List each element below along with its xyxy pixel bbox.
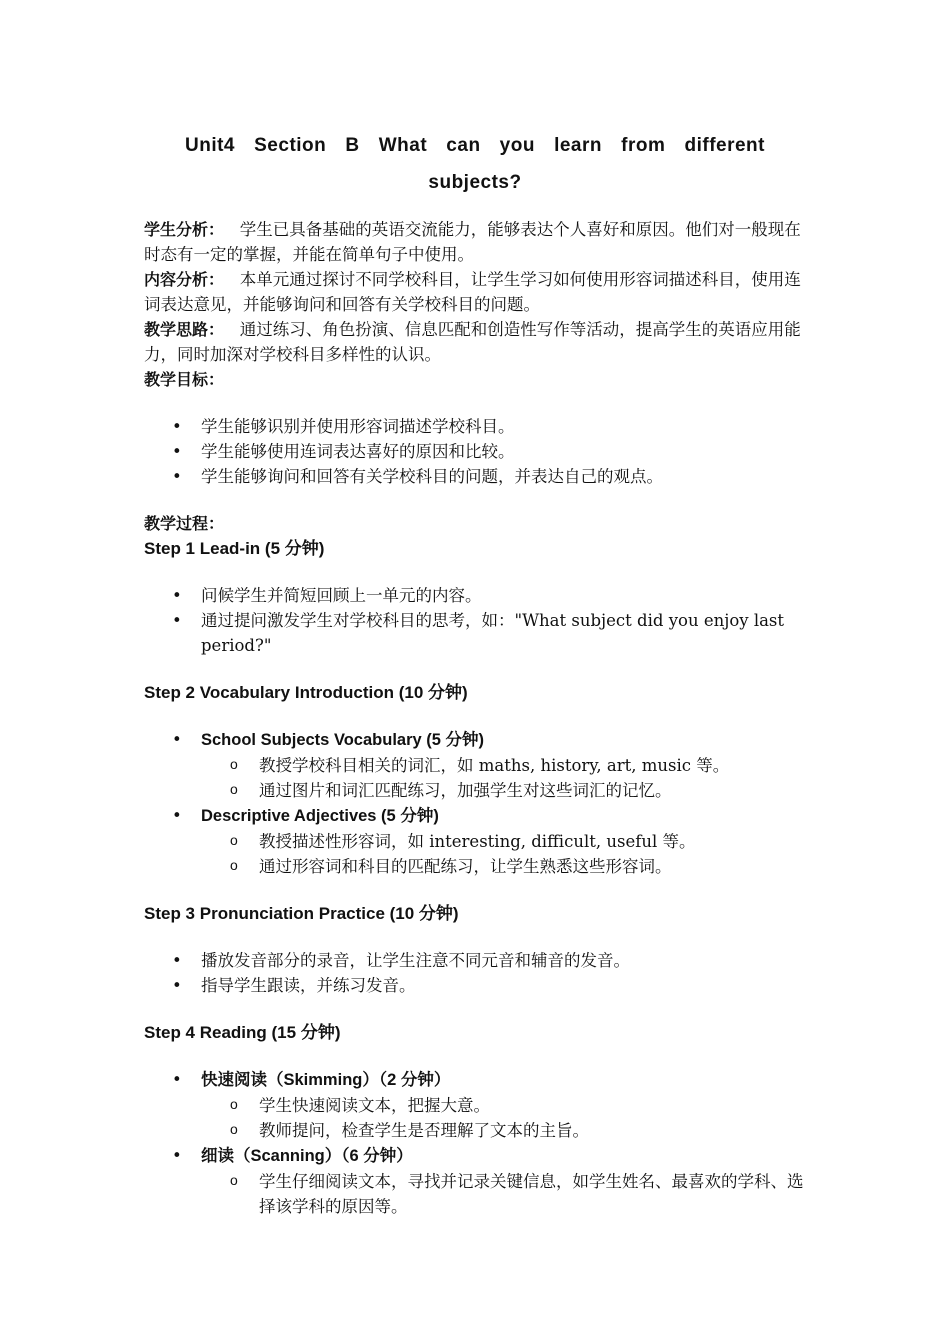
spacer: [144, 705, 808, 727]
content-analysis-text: 本单元通过探讨不同学校科目，让学生学习如何使用形容词描述科目，使用连词表达意见，并能够询问和回答有关学校科目的问题。: [144, 270, 801, 314]
list-item: [144, 727, 808, 803]
sub-list-item: o 教师提问，检查学生是否理解了文本的主旨。: [201, 1118, 808, 1143]
objectives-heading: 教学目标：: [144, 370, 225, 389]
sub-list: [201, 1169, 808, 1219]
list-item: • 学生能够识别并使用形容词描述学校科目。: [144, 414, 808, 439]
group-title: Descriptive Adjectives (5 分钟): [201, 807, 439, 825]
teaching-approach-text: 通过练习、角色扮演、信息匹配和创造性写作等活动，提高学生的英语应用能力，同时加深对学校科目多样性的认识。: [144, 320, 801, 364]
student-analysis: [144, 217, 808, 267]
list-item: • 学生能够使用连词表达喜好的原因和比较。: [144, 439, 808, 464]
sub-list: [201, 1093, 808, 1143]
sub-list: [201, 753, 808, 803]
list-item: • 指导学生跟读，并练习发音。: [144, 973, 808, 998]
step2-list: [144, 727, 808, 879]
objectives-list: [144, 414, 808, 489]
sub-list-item: o 学生仔细阅读文本，寻找并记录关键信息，如学生姓名、最喜欢的学科、选择该学科的原因等。: [201, 1169, 808, 1219]
step1-heading: Step 1 Lead-in (5 分钟): [144, 539, 325, 558]
sub-list-item: o 通过图片和词汇匹配练习，加强学生对这些词汇的记忆。: [201, 778, 808, 803]
step3-heading: Step 3 Pronunciation Practice (10 分钟): [144, 904, 459, 923]
student-analysis-label: 学生分析：: [144, 220, 225, 239]
teaching-approach: [144, 317, 808, 367]
step2-heading: Step 2 Vocabulary Introduction (10 分钟): [144, 683, 468, 702]
list-item: • 问候学生并简短回顾上一单元的内容。: [144, 583, 808, 608]
list-item-text: 通过提问激发学生对学校科目的思考，如："What subject did you enjoy last period?": [201, 611, 785, 655]
teaching-approach-label: 教学思路：: [144, 320, 225, 339]
step4-list: [144, 1067, 808, 1219]
group-title: 快速阅读（Skimming）（2 分钟）: [201, 1071, 451, 1089]
list-item: [144, 803, 808, 879]
list-item: [144, 1143, 808, 1219]
list-item: • 学生能够询问和回答有关学校科目的问题，并表达自己的观点。: [144, 464, 808, 489]
spacer: [144, 926, 808, 948]
list-item: [144, 608, 808, 658]
spacer: [144, 998, 808, 1020]
step3-list: [144, 948, 808, 998]
spacer: [144, 392, 808, 414]
group-title: 细读（Scanning）（6 分钟）: [201, 1147, 413, 1165]
spacer: [144, 561, 808, 583]
group-title: School Subjects Vocabulary (5 分钟): [201, 731, 485, 749]
content-analysis: [144, 267, 808, 317]
page-title: Unit4 Section B What can you learn from different subjects?: [185, 135, 765, 193]
sub-list: [201, 829, 808, 879]
student-analysis-text: 学生已具备基础的英语交流能力，能够表达个人喜好和原因。他们对一般现在时态有一定的掌握，并能在简单句子中使用。: [144, 220, 801, 264]
step1-list: [144, 583, 808, 658]
spacer: [144, 489, 808, 511]
sub-list-item: o 教授描述性形容词，如 interesting, difficult, useful 等。: [201, 829, 808, 854]
sub-list-item: o 教授学校科目相关的词汇，如 maths, history, art, music 等。: [201, 753, 808, 778]
spacer: [144, 1045, 808, 1067]
spacer: [144, 658, 808, 680]
document-body: [144, 217, 808, 1219]
list-item: [144, 1067, 808, 1143]
step4-heading: Step 4 Reading (15 分钟): [144, 1023, 341, 1042]
content-analysis-label: 内容分析：: [144, 270, 225, 289]
sub-list-item: o 通过形容词和科目的匹配练习，让学生熟悉这些形容词。: [201, 854, 808, 879]
list-item: • 播放发音部分的录音，让学生注意不同元音和辅音的发音。: [144, 948, 808, 973]
spacer: [144, 879, 808, 901]
sub-list-item: o 学生快速阅读文本，把握大意。: [201, 1093, 808, 1118]
process-heading: 教学过程：: [144, 514, 225, 533]
